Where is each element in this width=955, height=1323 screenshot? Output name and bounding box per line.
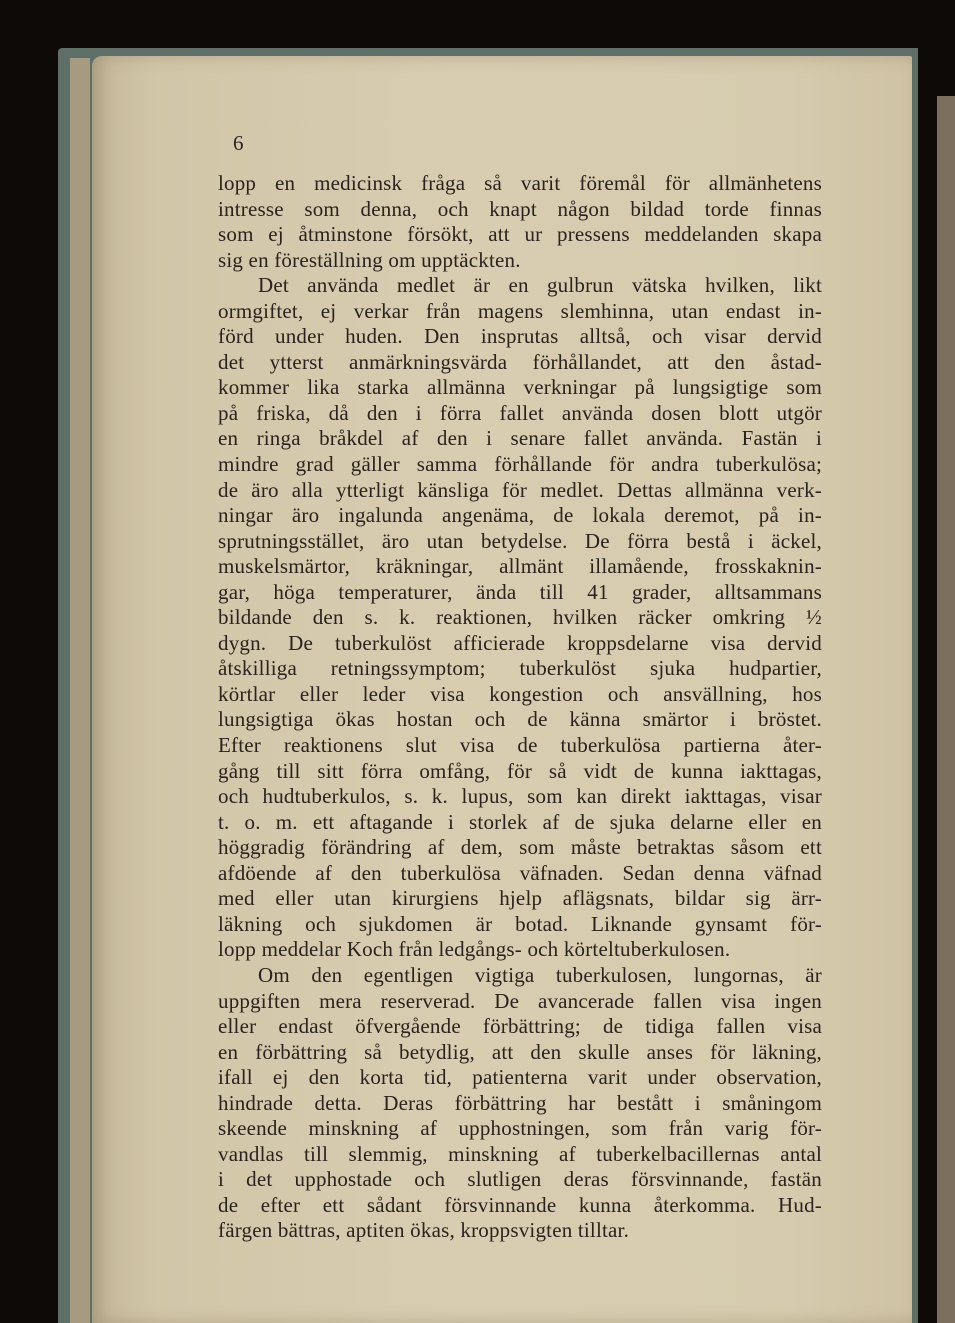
text-line: Om den egentligen vigtiga tuberkulosen, lungornas, är bbox=[258, 962, 822, 987]
text-line: Efter reaktionens slut visa de tuberkulösa partierna åter- bbox=[218, 733, 822, 758]
text-line: intresse som denna, och knapt någon bildad torde finnas bbox=[218, 196, 822, 221]
text-line: mindre grad gäller samma förhållande för andra tuberkulösa; bbox=[218, 452, 822, 477]
text-line: bildande den s. k. reaktionen, hvilken räcker omkring ½ bbox=[218, 605, 822, 630]
text-line: höggradig förändring af dem, som måste betraktas såsom ett bbox=[218, 835, 822, 860]
text-line: de äro alla ytterligt känsliga för medlet. Dettas allmänna verk- bbox=[218, 477, 822, 502]
text-line: kommer lika starka allmänna verkningar på lungsigtige som bbox=[218, 375, 822, 400]
page-number: 6 bbox=[233, 131, 244, 155]
page-marker-strip bbox=[937, 96, 955, 1323]
text-line: de efter ett sådant försvinnande kunna återkomma. Hud- bbox=[218, 1192, 822, 1217]
text-line: afdöende af den tuberkulösa väfnaden. Sedan denna väfnad bbox=[218, 860, 822, 885]
text-line: skeende minskning af upphostningen, som från varig för- bbox=[218, 1116, 822, 1141]
text-line: läkning och sjukdomen är botad. Liknande gynsamt för- bbox=[218, 911, 822, 936]
body-text bbox=[218, 171, 822, 1244]
text-line: uppgiften mera reserverad. De avancerade fallen visa ingen bbox=[218, 988, 822, 1013]
text-line: lopp meddelar Koch från ledgångs- och körteltuberkulosen. bbox=[218, 937, 731, 962]
text-line: gar, höga temperaturer, ända till 41 grader, alltsammans bbox=[218, 579, 822, 604]
page-edge bbox=[80, 58, 90, 1323]
text-line: åtskilliga retningssymptom; tuberkulöst sjuka hudpartier, bbox=[218, 656, 822, 681]
text-line: dygn. De tuberkulöst afficierade kroppsdelarne visa dervid bbox=[218, 630, 822, 655]
text-line: med eller utan kirurgiens hjelp aflägsnats, bildar sig ärr- bbox=[218, 886, 822, 911]
text-line: lungsigtiga ökas hostan och de känna smärtor i bröstet. bbox=[218, 707, 822, 732]
text-line: färgen bättras, aptiten ökas, kroppsvigten tilltar. bbox=[218, 1218, 630, 1243]
text-line: ifall ej den korta tid, patienterna varit under observation, bbox=[218, 1065, 822, 1090]
text-line: körtlar eller leder visa kongestion och ansvällning, hos bbox=[218, 681, 822, 706]
text-line: det ytterst anmärkningsvärda förhållandet, att den åstad- bbox=[218, 349, 822, 374]
text-line: sprutningsstället, äro utan betydelse. De förra bestå i äckel, bbox=[218, 528, 822, 553]
text-line: hindrade detta. Deras förbättring har bestått i småningom bbox=[218, 1090, 822, 1115]
page-edge bbox=[70, 58, 80, 1323]
text-line: ormgiftet, ej verkar från magens slemhinna, utan endast in- bbox=[218, 298, 822, 323]
text-line: på friska, då den i förra fallet använda dosen blott utgör bbox=[218, 400, 822, 425]
text-line: och hudtuberkulos, s. k. lupus, som kan direkt iakttagas, visar bbox=[218, 784, 822, 809]
text-line: i det upphostade och slutligen deras försvinnande, fastän bbox=[218, 1167, 822, 1192]
text-line: gång till sitt förra omfång, för så vidt de kunna iakttagas, bbox=[218, 758, 822, 783]
text-line: som ej åtminstone försökt, att ur pressens meddelanden skapa bbox=[218, 222, 822, 247]
text-line: en ringa bråkdel af den i senare fallet använda. Fastän i bbox=[218, 426, 822, 451]
text-line: en förbättring så betydlig, att den skulle anses för läkning, bbox=[218, 1039, 822, 1064]
text-line: vandlas till slemmig, minskning af tuberkelbacillernas antal bbox=[218, 1141, 822, 1166]
text-line: förd under huden. Den insprutas alltså, och visar dervid bbox=[218, 324, 822, 349]
text-line: ningar äro ingalunda angenäma, de lokala deremot, på in- bbox=[218, 503, 822, 528]
text-line: muskelsmärtor, kräkningar, allmänt illamående, frosskaknin- bbox=[218, 554, 822, 579]
text-line: Det använda medlet är en gulbrun vätska hvilken, likt bbox=[258, 273, 822, 298]
text-line: lopp en medicinsk fråga så varit föremål för allmänhetens bbox=[218, 171, 822, 195]
text-line: sig en föreställning om upptäckten. bbox=[218, 247, 521, 272]
text-line: eller endast öfvergående förbättring; de tidiga fallen visa bbox=[218, 1014, 822, 1039]
text-line: t. o. m. ett aftagande i storlek af de sjuka delarne eller en bbox=[218, 809, 822, 834]
